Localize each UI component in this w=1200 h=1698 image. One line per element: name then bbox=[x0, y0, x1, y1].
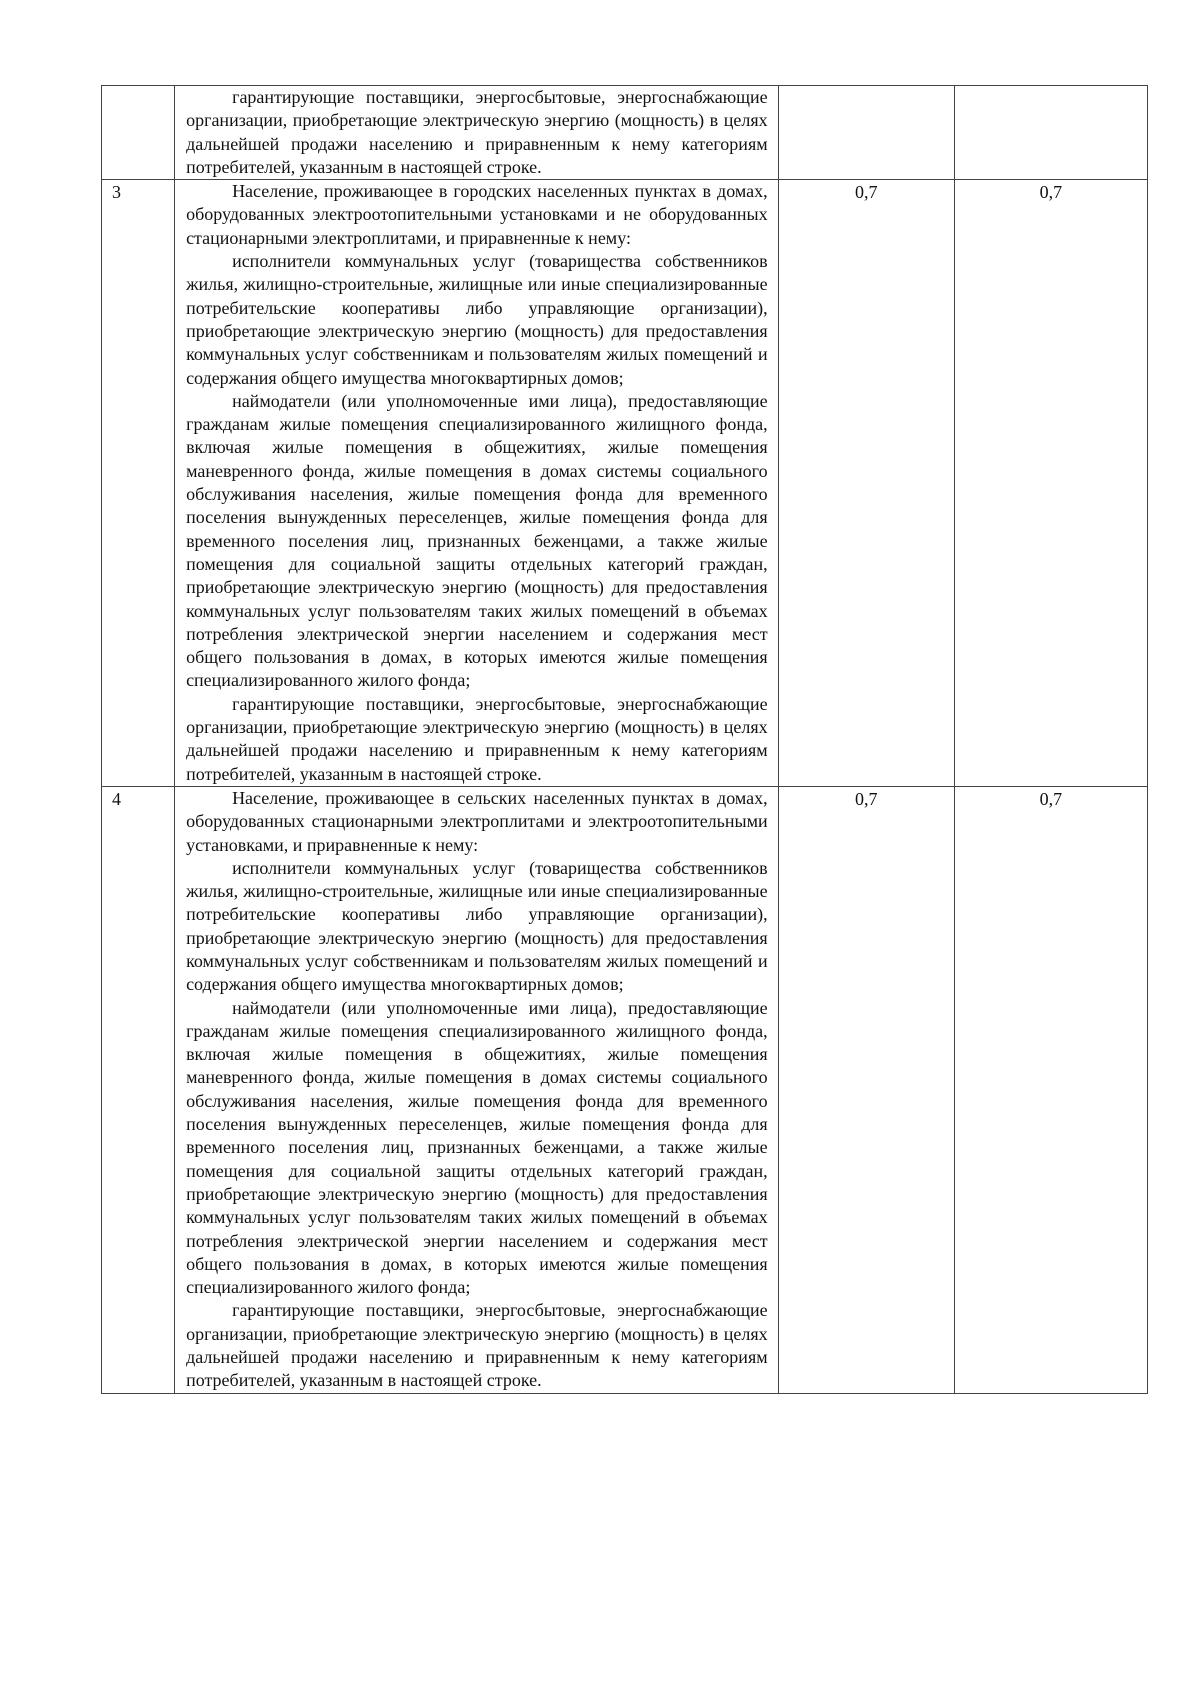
table-row bbox=[102, 86, 1148, 180]
description-paragraph: наймодатели (или уполномоченные ими лица), предоставляющие гражданам жилые помещения специализированного жилищного фонда, включая жилые помещения в общежитиях, жилые помещения маневренного фонда, жилые помещения в домах системы социального обслуживания населения, жилые помещения фонда для временного поселения вынужденных переселенцев, жилые помещения фонда для временного поселения лиц, признанных беженцами, а также жилые помещения для социальной защиты отдельных категорий граждан, приобретающие электрическую энергию (мощность) для предоставления коммунальных услуг пользователям таких жилых помещений в объемах потребления электрической энергии населением и содержания мест общего пользования в домах, в которых имеются жилые помещения специализированного жилого фонда; bbox=[186, 390, 768, 691]
row-description-cell bbox=[175, 86, 779, 180]
row-number-cell bbox=[102, 180, 175, 787]
row-value-2-cell bbox=[954, 180, 1147, 787]
description-paragraph: Население, проживающее в сельских населенных пунктах в домах, оборудованных стационарными электроплитами и электроотопительными установками, и приравненные к нему: bbox=[186, 787, 768, 855]
row-value-2-cell bbox=[954, 86, 1147, 180]
description-paragraph: гарантирующие поставщики, энергосбытовые, энергоснабжающие организации, приобретающие электрическую энергию (мощность) в целях дальнейшей продажи населению и приравненным к нему категориям потребителей, указанным в настоящей строке. bbox=[186, 693, 768, 784]
row-number bbox=[102, 86, 174, 87]
row-value-2: 0,7 bbox=[1039, 788, 1063, 809]
row-value-1-cell bbox=[778, 180, 954, 787]
row-value-2: 0,7 bbox=[1039, 182, 1063, 203]
description-paragraph: Население, проживающее в городских населенных пунктах в домах, оборудованных электроотопительными установками и не оборудованных стационарными электроплитами, и приравненные к нему: bbox=[186, 181, 768, 248]
row-description-cell bbox=[175, 180, 779, 787]
description-paragraph: исполнители коммунальных услуг (товарищества собственников жилья, жилищно-строительные, жилищные или иные специализированные потребительские кооперативы либо управляющие организации), приобретающие электрическую энергию (мощность) для предоставления коммунальных услуг собственникам и пользователям жилых помещений и содержания общего имущества многоквартирных домов; bbox=[186, 857, 768, 995]
description-paragraph: исполнители коммунальных услуг (товарищества собственников жилья, жилищно-строительные, жилищные или иные специализированные потребительские кооперативы либо управляющие организации), приобретающие электрическую энергию (мощность) для предоставления коммунальных услуг собственникам и пользователям жилых помещений и содержания общего имущества многоквартирных домов; bbox=[186, 251, 768, 388]
row-number: 4 bbox=[112, 788, 121, 809]
tariff-table bbox=[101, 85, 1148, 1394]
row-number-cell bbox=[102, 86, 175, 180]
row-value-2 bbox=[955, 86, 1147, 87]
row-number-cell bbox=[102, 786, 175, 1393]
row-value-1: 0,7 bbox=[854, 788, 878, 809]
description-paragraph: гарантирующие поставщики, энергосбытовые, энергоснабжающие организации, приобретающие электрическую энергию (мощность) в целях дальнейшей продажи населению и приравненным к нему категориям потребителей, указанным в настоящей строке. bbox=[186, 1300, 768, 1391]
row-number: 3 bbox=[112, 182, 121, 203]
row-value-1-cell bbox=[778, 786, 954, 1393]
row-value-1: 0,7 bbox=[854, 182, 878, 203]
description-paragraph: наймодатели (или уполномоченные ими лица), предоставляющие гражданам жилые помещения специализированного жилищного фонда, включая жилые помещения в общежитиях, жилые помещения маневренного фонда, жилые помещения в домах системы социального обслуживания населения, жилые помещения фонда для временного поселения вынужденных переселенцев, жилые помещения фонда для временного поселения лиц, признанных беженцами, а также жилые помещения для социальной защиты отдельных категорий граждан, приобретающие электрическую энергию (мощность) для предоставления коммунальных услуг пользователям таких жилых помещений в объемах потребления электрической энергии населением и содержания мест общего пользования в домах, в которых имеются жилые помещения специализированного жилого фонда; bbox=[186, 997, 768, 1298]
row-value-1 bbox=[779, 86, 954, 87]
row-value-2-cell bbox=[954, 786, 1147, 1393]
row-value-1-cell bbox=[778, 86, 954, 180]
table-row bbox=[102, 180, 1148, 787]
row-description-cell bbox=[175, 786, 779, 1393]
table-row bbox=[102, 786, 1148, 1393]
description-paragraph: гарантирующие поставщики, энергосбытовые, энергоснабжающие организации, приобретающие электрическую энергию (мощность) в целях дальнейшей продажи населению и приравненным к нему категориям потребителей, указанным в настоящей строке. bbox=[186, 87, 768, 177]
